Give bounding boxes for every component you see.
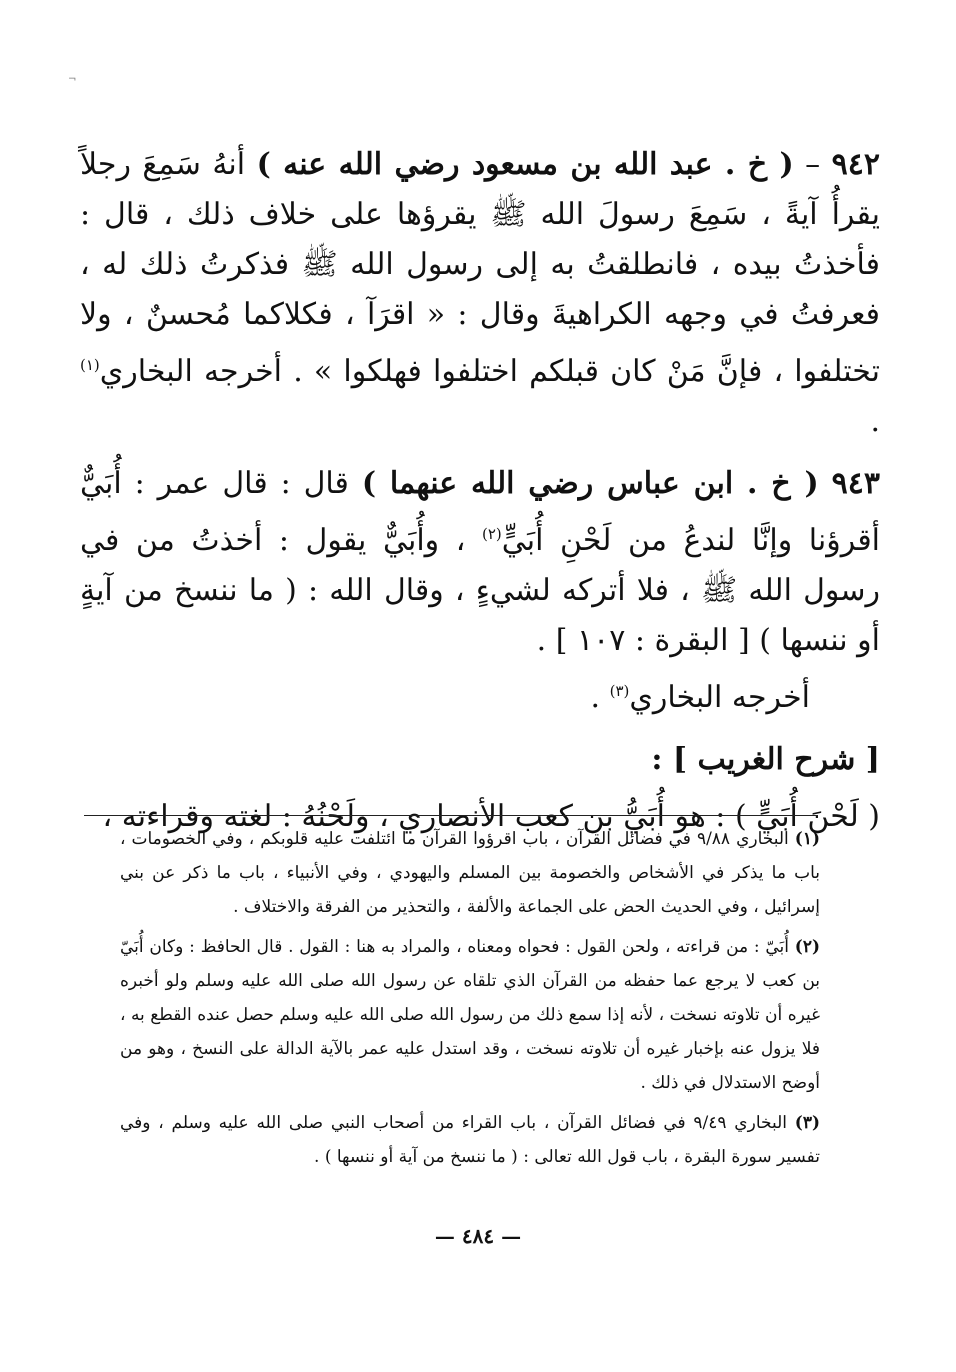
hadith-attribution: أخرجه البخاري	[629, 680, 810, 715]
hadith-942-body: ٩٤٢ – ( خ . عبد الله بن مسعود رضي الله عنه ) أنهُ سَمِعَ رجلاً يقرأُ آيةً ، سَمِعَ رسولَ الله ﷺ يقرؤها على خلاف ذلك ، قال : فأخذتُ بيده ، فانطلقتُ به إلى رسول الله ﷺ فذكرتُ ذلك له ، فعرفتُ في وجهه الكراهيةَ وقال : « اقرَآ ، فكلاكما مُحسنٌ ، ولا تختلفوا ، فإنَّ مَنْ كان قبلكم اختلفوا فهلكوا » . أخرجه البخاري$^{(١)}$ .	[80, 147, 880, 439]
hadith-text: قال : قال عمر : أُبَيٌّ أقرؤنا وإنَّا لندعُ من لَحْنِ أُبَيٍّ	[80, 466, 880, 558]
footnotes	[120, 822, 820, 1180]
main-text	[80, 140, 880, 845]
hadith-number: ٩٤٢	[831, 147, 880, 182]
hadith-source-head: ( خ . عبد الله بن مسعود رضي الله عنه )	[256, 147, 794, 182]
footnote-text: البخاري ٩/٨٨ في فضائل القرآن ، باب اقرؤوا القرآن ما ائتلفت عليه قلوبكم ، وفي الخصومات ، باب ما يذكر في الأشخاص والخصومة بين المسلم واليهودي ، وفي الأنبياء ، باب ما ذكر عن بني إسرائيل ، وفي الحديث الحض على الجماعة والألفة ، والتحذير من الفرقة والاختلاف .	[120, 829, 820, 917]
hadith-text: أنهُ سَمِعَ رجلاً يقرأُ آيةً ، سَمِعَ رسولَ الله ﷺ يقرؤها على خلاف ذلك ، قال : فأخذتُ بيده ، فانطلقتُ به إلى رسول الله ﷺ فذكرتُ ذلك له ، فعرفتُ في وجهه الكراهيةَ وقال : « اقرَآ ، فكلاكما مُحسنٌ ، ولا تختلفوا ، فإنَّ مَنْ كان قبلكم اختلفوا فهلكوا » .	[80, 147, 880, 389]
hadith-text-continued: ، وأُبَيٌّ يقول : أخذتُ من في رسول الله ﷺ ، فلا أتركه لشيءٍ ، وقال الله : ( ما ننسخ من آيةٍ أو ننسها ) [ البقرة : ١٠٧ ] .	[80, 523, 880, 658]
page-number: — ٤٨٤ —	[434, 1224, 522, 1248]
footnote-1	[120, 822, 820, 924]
footnote-text: أُبَيّ : من قراءته ، ولحن القول : فحواه ومعناه ، والمراد به هنا : القول . قال الحافظ : وكان أُبَيّ بن كعب لا يرجع عما حفظه من القرآن الذي تلقاه عن رسول الله صلى الله عليه وسلم ولو أخبره غيره أن تلاوته نسخت ، لأنه إذا سمع ذلك من رسول الله صلى الله عليه وسلم حصل عنده القطع به ، فلا يزول عنه بإخبار غيره أن تلاوته نسخت ، وقد استدل عليه عمر بالآية الدالة على النسخ ، وهو من أوضح الاستدلال في ذلك .	[120, 937, 820, 1093]
footnote-2	[120, 930, 820, 1100]
hadith-943-body	[80, 459, 880, 666]
footnote-ref[interactable]: (٢)	[482, 525, 502, 543]
hadith-attribution: أخرجه البخاري	[99, 354, 283, 389]
hadith-attribution-line: أخرجه البخاري$^{(٣)}$ .	[590, 680, 810, 715]
footnote-text: البخاري ٩/٤٩ في فضائل القرآن ، باب القراء من أصحاب النبي صلى الله عليه وسلم ، وفي تفسير سورة البقرة ، باب قول الله تعالى : ( ما ننسخ من آية أو ننسها ) .	[120, 1113, 820, 1167]
corner-mark: ¬	[68, 74, 77, 85]
hadith-source-head: ( خ . ابن عباس رضي الله عنهما )	[361, 466, 819, 501]
footnote-label: (٣)	[794, 1113, 821, 1133]
gharib-heading: [ شرح الغريب ] :	[651, 742, 880, 777]
gharib-explanation: ( لَحْنَ أُبَيٍّ ) : هو أُبَيُّ بن كعب الأنصاري ، ولَحْنُهُ : لغته وقراءته ،	[102, 799, 880, 834]
hadith-943	[80, 459, 880, 723]
hadith-dash: –	[805, 147, 821, 182]
footnote-divider	[84, 815, 818, 816]
footnote-label: (٢)	[794, 937, 820, 957]
footnote-ref[interactable]: (١)	[80, 356, 100, 374]
footnote-3	[120, 1106, 820, 1174]
footnote-label: (١)	[794, 829, 821, 849]
footnote-ref[interactable]: (٣)	[609, 682, 630, 700]
hadith-942	[80, 140, 880, 447]
hadith-number: ٩٤٣	[831, 466, 880, 501]
